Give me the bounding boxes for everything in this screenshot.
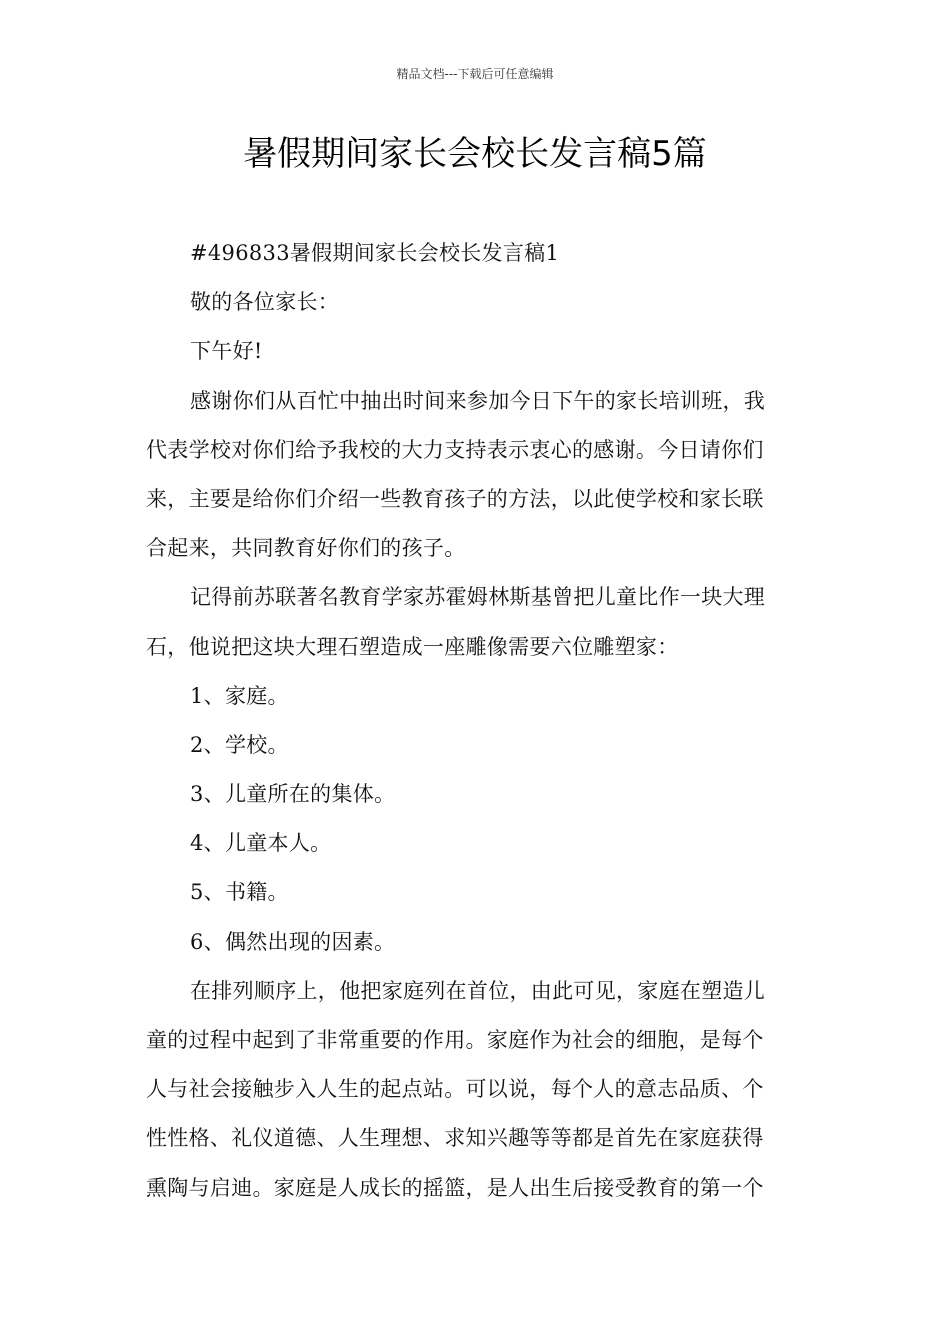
text-line: 感谢你们从百忙中抽出时间来参加今日下午的家长培训班，我 (190, 388, 766, 413)
document-body (146, 229, 806, 1213)
document-title: 暑假期间家长会校长发言稿5篇 (243, 134, 707, 174)
text-line: 熏陶与启迪。家庭是人成长的摇篮，是人出生后接受教育的第一个 (146, 1175, 764, 1200)
text-line: 6、偶然出现的因素。 (190, 929, 396, 954)
text-line: 在排列顺序上，他把家庭列在首位，由此可见，家庭在塑造儿 (190, 978, 766, 1003)
text-line: 下午好! (190, 339, 263, 364)
text-line: 3、儿童所在的集体。 (190, 782, 396, 807)
text-line: 来，主要是给你们介绍一些教育孩子的方法，以此使学校和家长联 (146, 486, 764, 511)
text-line: 合起来，共同教育好你们的孩子。 (146, 536, 466, 561)
text-line: 人与社会接触步入人生的起点站。可以说，每个人的意志品质、个 (146, 1077, 764, 1102)
text-line: 4、儿童本人。 (190, 831, 332, 856)
text-line: 性性格、礼仪道德、人生理想、求知兴趣等等都是首先在家庭获得 (146, 1126, 764, 1151)
text-line: 代表学校对你们给予我校的大力支持表示衷心的感谢。今日请你们 (146, 437, 764, 462)
text-line: 记得前苏联著名教育学家苏霍姆林斯基曾把儿童比作一块大理 (190, 585, 766, 610)
text-line: 2、学校。 (190, 732, 289, 757)
text-line: 5、书籍。 (190, 880, 289, 905)
text-line: 童的过程中起到了非常重要的作用。家庭作为社会的细胞，是每个 (146, 1028, 764, 1052)
text-line: #496833暑假期间家长会校长发言稿1 (190, 241, 560, 265)
text-line: 石，他说把这块大理石塑造成一座雕像需要六位雕塑家： (146, 634, 679, 659)
text-line: 敬的各位家长： (190, 290, 340, 315)
text-line: 1、家庭。 (190, 683, 289, 708)
header-note: 精品文档---下载后可任意编辑 (396, 67, 554, 81)
